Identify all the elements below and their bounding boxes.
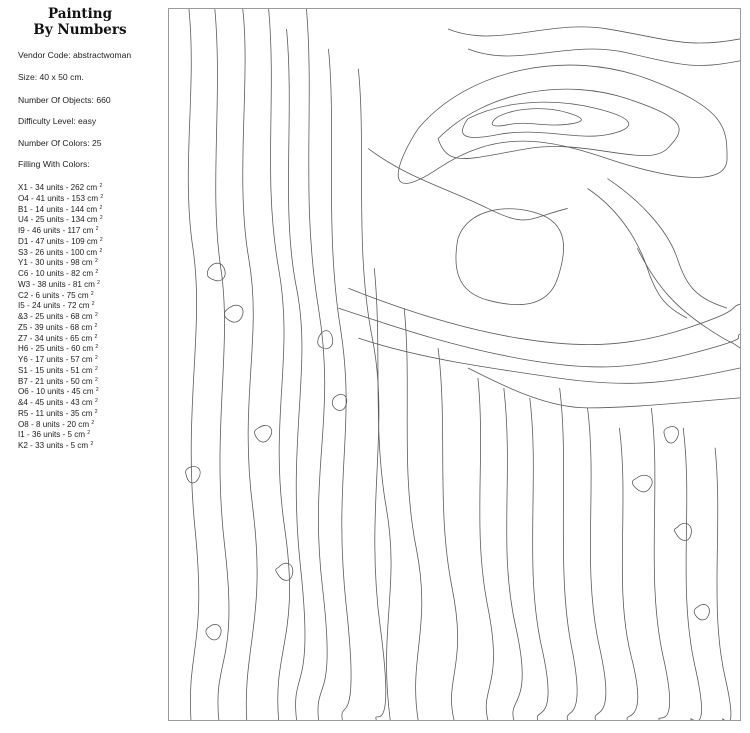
color-entry-text: D1 - 47 units - 109 cm xyxy=(18,236,98,246)
color-entry-text: B1 - 14 units - 144 cm xyxy=(18,204,98,214)
product-title xyxy=(20,6,140,38)
size: Size: 40 x 50 cm. xyxy=(18,72,84,82)
unit-superscript: 2 xyxy=(91,419,95,426)
difficulty-level: Difficulty Level: easy xyxy=(18,116,97,126)
color-entry-text: O4 - 41 units - 153 cm xyxy=(18,193,99,203)
color-entry-text: &4 - 45 units - 43 cm xyxy=(18,398,93,407)
color-entry-text: C2 - 6 units - 75 cm xyxy=(18,290,89,300)
color-entry-text: &3 - 25 units - 68 cm xyxy=(18,312,93,321)
color-list-item xyxy=(18,407,103,418)
color-list-item xyxy=(18,321,103,332)
unit-superscript: 2 xyxy=(95,387,99,394)
color-list-item xyxy=(18,289,103,300)
color-entry-text: O8 - 8 units - 20 cm xyxy=(18,419,90,429)
color-list-item xyxy=(18,267,103,278)
unit-superscript: 2 xyxy=(87,430,91,437)
color-entry-text: S3 - 26 units - 100 cm xyxy=(18,247,98,257)
title-line-1: Painting xyxy=(47,6,113,22)
color-entry-text: O6 - 10 units - 45 cm xyxy=(18,387,94,397)
color-entry-text: I5 - 24 units - 72 cm xyxy=(18,301,90,311)
unit-superscript: 2 xyxy=(94,376,98,383)
color-list-item xyxy=(18,428,103,439)
unit-superscript: 2 xyxy=(100,193,104,200)
color-entry-text: H6 - 25 units - 60 cm xyxy=(18,344,94,354)
color-list-item xyxy=(18,181,103,192)
color-list-item xyxy=(18,235,103,246)
unit-superscript: 2 xyxy=(94,312,98,318)
unit-superscript: 2 xyxy=(94,398,98,404)
outline-drawing xyxy=(169,9,740,720)
unit-superscript: 2 xyxy=(90,441,94,447)
color-list-item xyxy=(18,375,103,386)
color-entry-text: I9 - 46 units - 117 cm xyxy=(18,226,94,235)
color-list-item xyxy=(18,299,103,310)
unit-superscript: 2 xyxy=(94,322,98,329)
unit-superscript: 2 xyxy=(94,365,98,372)
unit-superscript: 2 xyxy=(95,226,99,232)
unit-superscript: 2 xyxy=(99,247,103,254)
unit-superscript: 2 xyxy=(94,355,98,361)
color-list-item xyxy=(18,310,103,321)
color-list-item xyxy=(18,364,103,375)
product-info-panel xyxy=(0,0,160,733)
color-entry-text: S1 - 15 units - 51 cm xyxy=(18,365,93,375)
color-list xyxy=(18,181,103,450)
unit-superscript: 2 xyxy=(97,279,100,286)
filling-with-colors-heading: Filling With Colors: xyxy=(18,159,90,169)
title-line-2: By Numbers xyxy=(33,22,127,38)
unit-superscript: 2 xyxy=(99,183,103,189)
color-list-item xyxy=(18,418,103,429)
color-entry-text: B7 - 21 units - 50 cm xyxy=(18,376,93,386)
color-entry-text: Z7 - 34 units - 65 cm xyxy=(18,333,93,343)
color-entry-text: I1 - 36 units - 5 cm xyxy=(18,430,86,440)
color-list-item xyxy=(18,342,103,353)
color-list-item xyxy=(18,213,103,224)
color-list-item xyxy=(18,396,103,407)
unit-superscript: 2 xyxy=(94,333,98,340)
color-list-item xyxy=(18,224,103,235)
unit-superscript: 2 xyxy=(94,408,98,415)
number-of-colors: Number Of Colors: 25 xyxy=(18,138,102,148)
unit-superscript: 2 xyxy=(99,204,103,211)
color-list-item xyxy=(18,256,103,267)
color-list-item xyxy=(18,353,103,364)
color-list-item xyxy=(18,203,103,214)
color-list-item xyxy=(18,332,103,343)
color-list-item xyxy=(18,385,103,396)
vendor-code: Vendor Code: abstractwoman xyxy=(18,50,132,60)
color-entry-text: K2 - 33 units - 5 cm xyxy=(18,441,89,450)
color-entry-text: Z5 - 39 units - 68 cm xyxy=(18,322,93,332)
unit-superscript: 2 xyxy=(94,258,98,265)
color-entry-text: R5 - 11 units - 35 cm xyxy=(18,408,93,418)
paint-by-numbers-canvas xyxy=(168,8,741,721)
color-list-item xyxy=(18,439,103,450)
color-list-item xyxy=(18,192,103,203)
color-entry-text: Y6 - 17 units - 57 cm xyxy=(18,355,93,364)
color-entry-text: U4 - 25 units - 134 cm xyxy=(18,215,98,225)
color-entry-text: W3 - 38 units - 81 cm xyxy=(18,279,95,289)
color-entry-text: X1 - 34 units - 262 cm xyxy=(18,183,98,192)
unit-superscript: 2 xyxy=(95,344,99,351)
color-entry-text: Y1 - 30 units - 98 cm xyxy=(18,258,93,268)
unit-superscript: 2 xyxy=(91,301,95,308)
number-of-objects: Number Of Objects: 660 xyxy=(18,95,111,105)
color-entry-text: C6 - 10 units - 82 cm xyxy=(18,269,94,278)
unit-superscript: 2 xyxy=(99,236,103,243)
unit-superscript: 2 xyxy=(90,290,94,297)
unit-superscript: 2 xyxy=(95,269,99,275)
color-list-item xyxy=(18,246,103,257)
unit-superscript: 2 xyxy=(99,215,103,222)
color-list-item xyxy=(18,278,103,289)
